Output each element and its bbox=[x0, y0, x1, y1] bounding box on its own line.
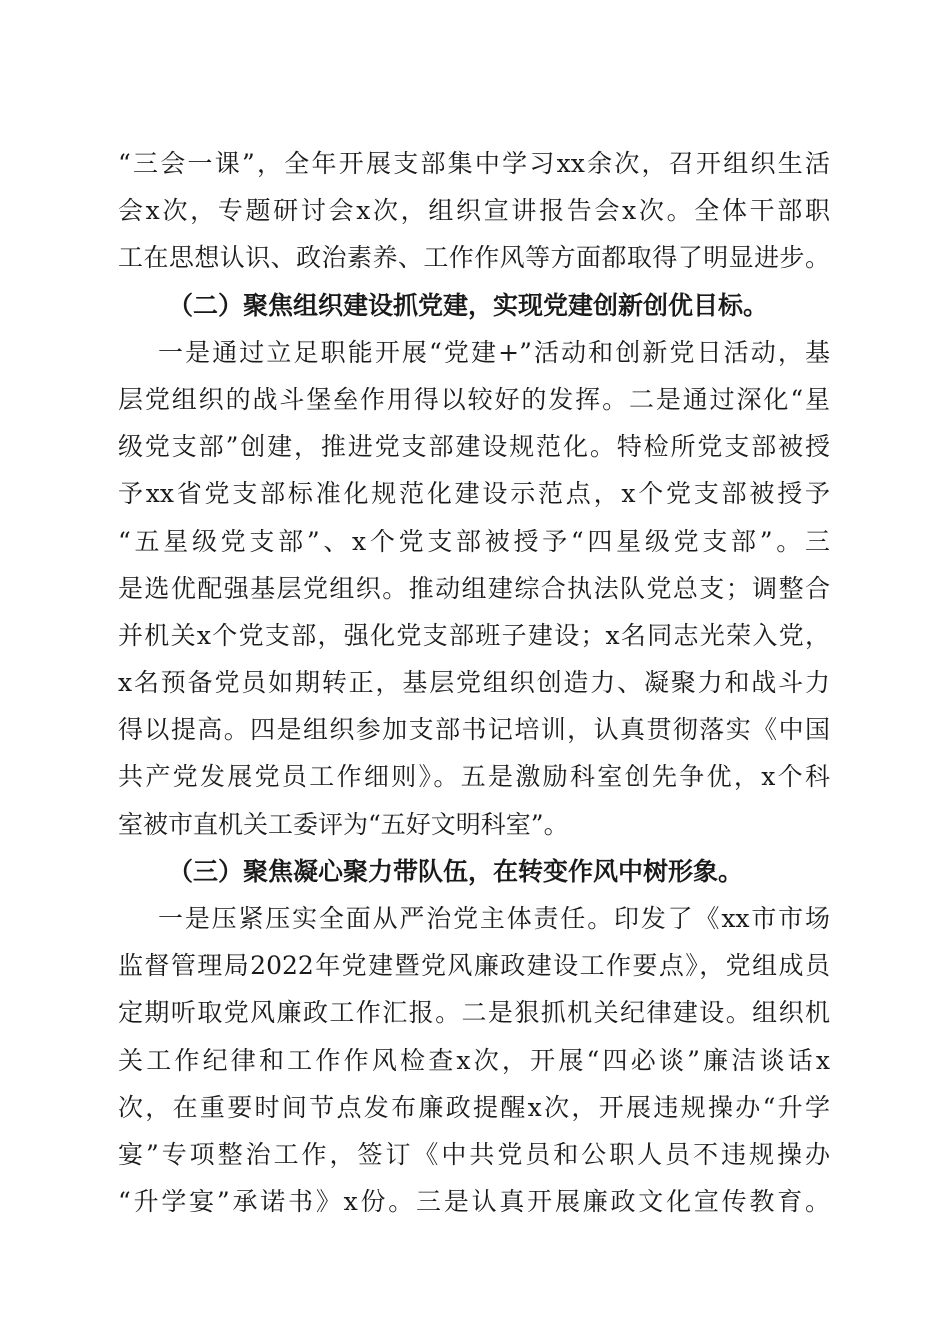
document-body bbox=[118, 140, 830, 1225]
paragraph-line: 监督管理局2022年党建暨党风廉政建设工作要点》，党组成员 bbox=[118, 951, 830, 981]
paragraph-line: “三会一课”，全年开展支部集中学习xx余次，召开组织生活 bbox=[118, 149, 830, 178]
paragraph-line: 次，在重要时间节点发布廉政提醒x次，开展违规操办“升学 bbox=[118, 1092, 830, 1122]
paragraph-line: 层党组织的战斗堡垒作用得以较好的发挥。二是通过深化“星 bbox=[118, 384, 830, 414]
paragraph-line: 工在思想认识、政治素养、工作作风等方面都取得了明显进步。 bbox=[118, 243, 830, 273]
paragraph-line: 一是通过立足职能开展“党建+”活动和创新党日活动，基 bbox=[158, 337, 830, 367]
paragraph-line: 得以提高。四是组织参加支部书记培训，认真贯彻落实《中国 bbox=[118, 715, 830, 745]
paragraph-line: “五星级党支部”、x个党支部被授予“四星级党支部”。三 bbox=[118, 526, 830, 556]
section-heading: （三）聚焦凝心聚力带队伍，在转变作风中树形象。 bbox=[168, 856, 744, 886]
paragraph-line: 定期听取党风廉政工作汇报。二是狠抓机关纪律建设。组织机 bbox=[118, 998, 830, 1028]
paragraph-line: x名预备党员如期转正，基层党组织创造力、凝聚力和战斗力 bbox=[118, 668, 830, 698]
paragraph-line: 共产党发展党员工作细则》。五是激励科室创先争优，x个科 bbox=[118, 762, 830, 792]
paragraph-line: 并机关x个党支部，强化党支部班子建设；x名同志光荣入党， bbox=[118, 620, 830, 650]
paragraph-line: 会x次，专题研讨会x次，组织宣讲报告会x次。全体干部职 bbox=[118, 196, 830, 226]
paragraph-line: 一是压紧压实全面从严治党主体责任。印发了《xx市市场 bbox=[158, 904, 830, 933]
section-heading: （二）聚焦组织建设抓党建，实现党建创新创优目标。 bbox=[168, 290, 769, 320]
paragraph-line: 宴”专项整治工作，签订《中共党员和公职人员不违规操办 bbox=[118, 1139, 830, 1169]
paragraph-line: 室被市直机关工委评为“五好文明科室”。 bbox=[118, 809, 569, 839]
paragraph-line: 级党支部”创建，推进党支部建设规范化。特检所党支部被授 bbox=[118, 432, 830, 462]
paragraph-line: 予xx省党支部标准化规范化建设示范点，x个党支部被授予 bbox=[118, 479, 830, 509]
paragraph-line: 是选优配强基层党组织。推动组建综合执法队党总支；调整合 bbox=[118, 573, 830, 603]
paragraph-line: 关工作纪律和工作作风检查x次，开展“四必谈”廉洁谈话x bbox=[118, 1045, 830, 1075]
paragraph-line: “升学宴”承诺书》x份。三是认真开展廉政文化宣传教育。 bbox=[118, 1187, 830, 1217]
